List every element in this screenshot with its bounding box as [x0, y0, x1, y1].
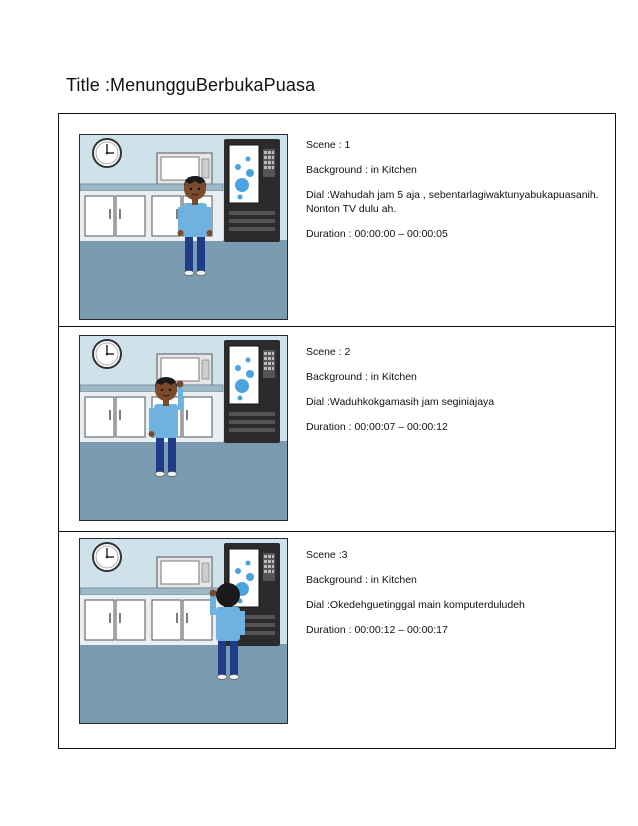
counter-top: [80, 588, 223, 595]
counter-top: [80, 385, 223, 392]
scene-number: Scene : 2: [306, 346, 351, 358]
clock-icon: [93, 340, 121, 368]
kitchen-illustration: [80, 336, 287, 520]
scene-dialog: Dial :Wahudah jam 5 aja , sebentarlagiwaktunyabukapuasanih. Nonton TV dulu ah.: [306, 189, 599, 215]
clock-icon: [93, 543, 121, 571]
clock-icon: [93, 139, 121, 167]
scene-duration: Duration : 00:00:00 – 00:00:05: [306, 228, 448, 240]
scene-number: Scene : 1: [306, 139, 351, 151]
scene-row-2: [59, 327, 615, 532]
scene-row-1: [59, 114, 615, 327]
page-title: Title :MenungguBerbukaPuasa: [66, 75, 316, 95]
scene-row-3: [59, 532, 615, 748]
scene-duration: Duration : 00:00:12 – 00:00:17: [306, 624, 448, 636]
scene-number: Scene :3: [306, 549, 348, 561]
scene-3-image: [79, 538, 288, 724]
kitchen-illustration: [80, 135, 287, 319]
kitchen-illustration: [80, 539, 287, 723]
scene-background: Background : in Kitchen: [306, 574, 417, 586]
scene-2-image: [79, 335, 288, 521]
scene-background: Background : in Kitchen: [306, 371, 417, 383]
floor: [80, 240, 287, 319]
scene-duration: Duration : 00:00:07 – 00:00:12: [306, 421, 448, 433]
scene-1-image: [79, 134, 288, 320]
fridge-icon: [224, 139, 280, 242]
floor: [80, 441, 287, 520]
scene-dialog: Dial :Waduhkokgamasih jam seginiajaya: [306, 396, 495, 408]
floor: [80, 644, 287, 723]
scene-background: Background : in Kitchen: [306, 164, 417, 176]
scene-dialog: Dial :Okedehguetinggal main komputerduludeh: [306, 599, 525, 611]
microwave-icon: [157, 557, 212, 588]
fridge-icon: [224, 340, 280, 443]
storyboard-table: [58, 113, 616, 749]
